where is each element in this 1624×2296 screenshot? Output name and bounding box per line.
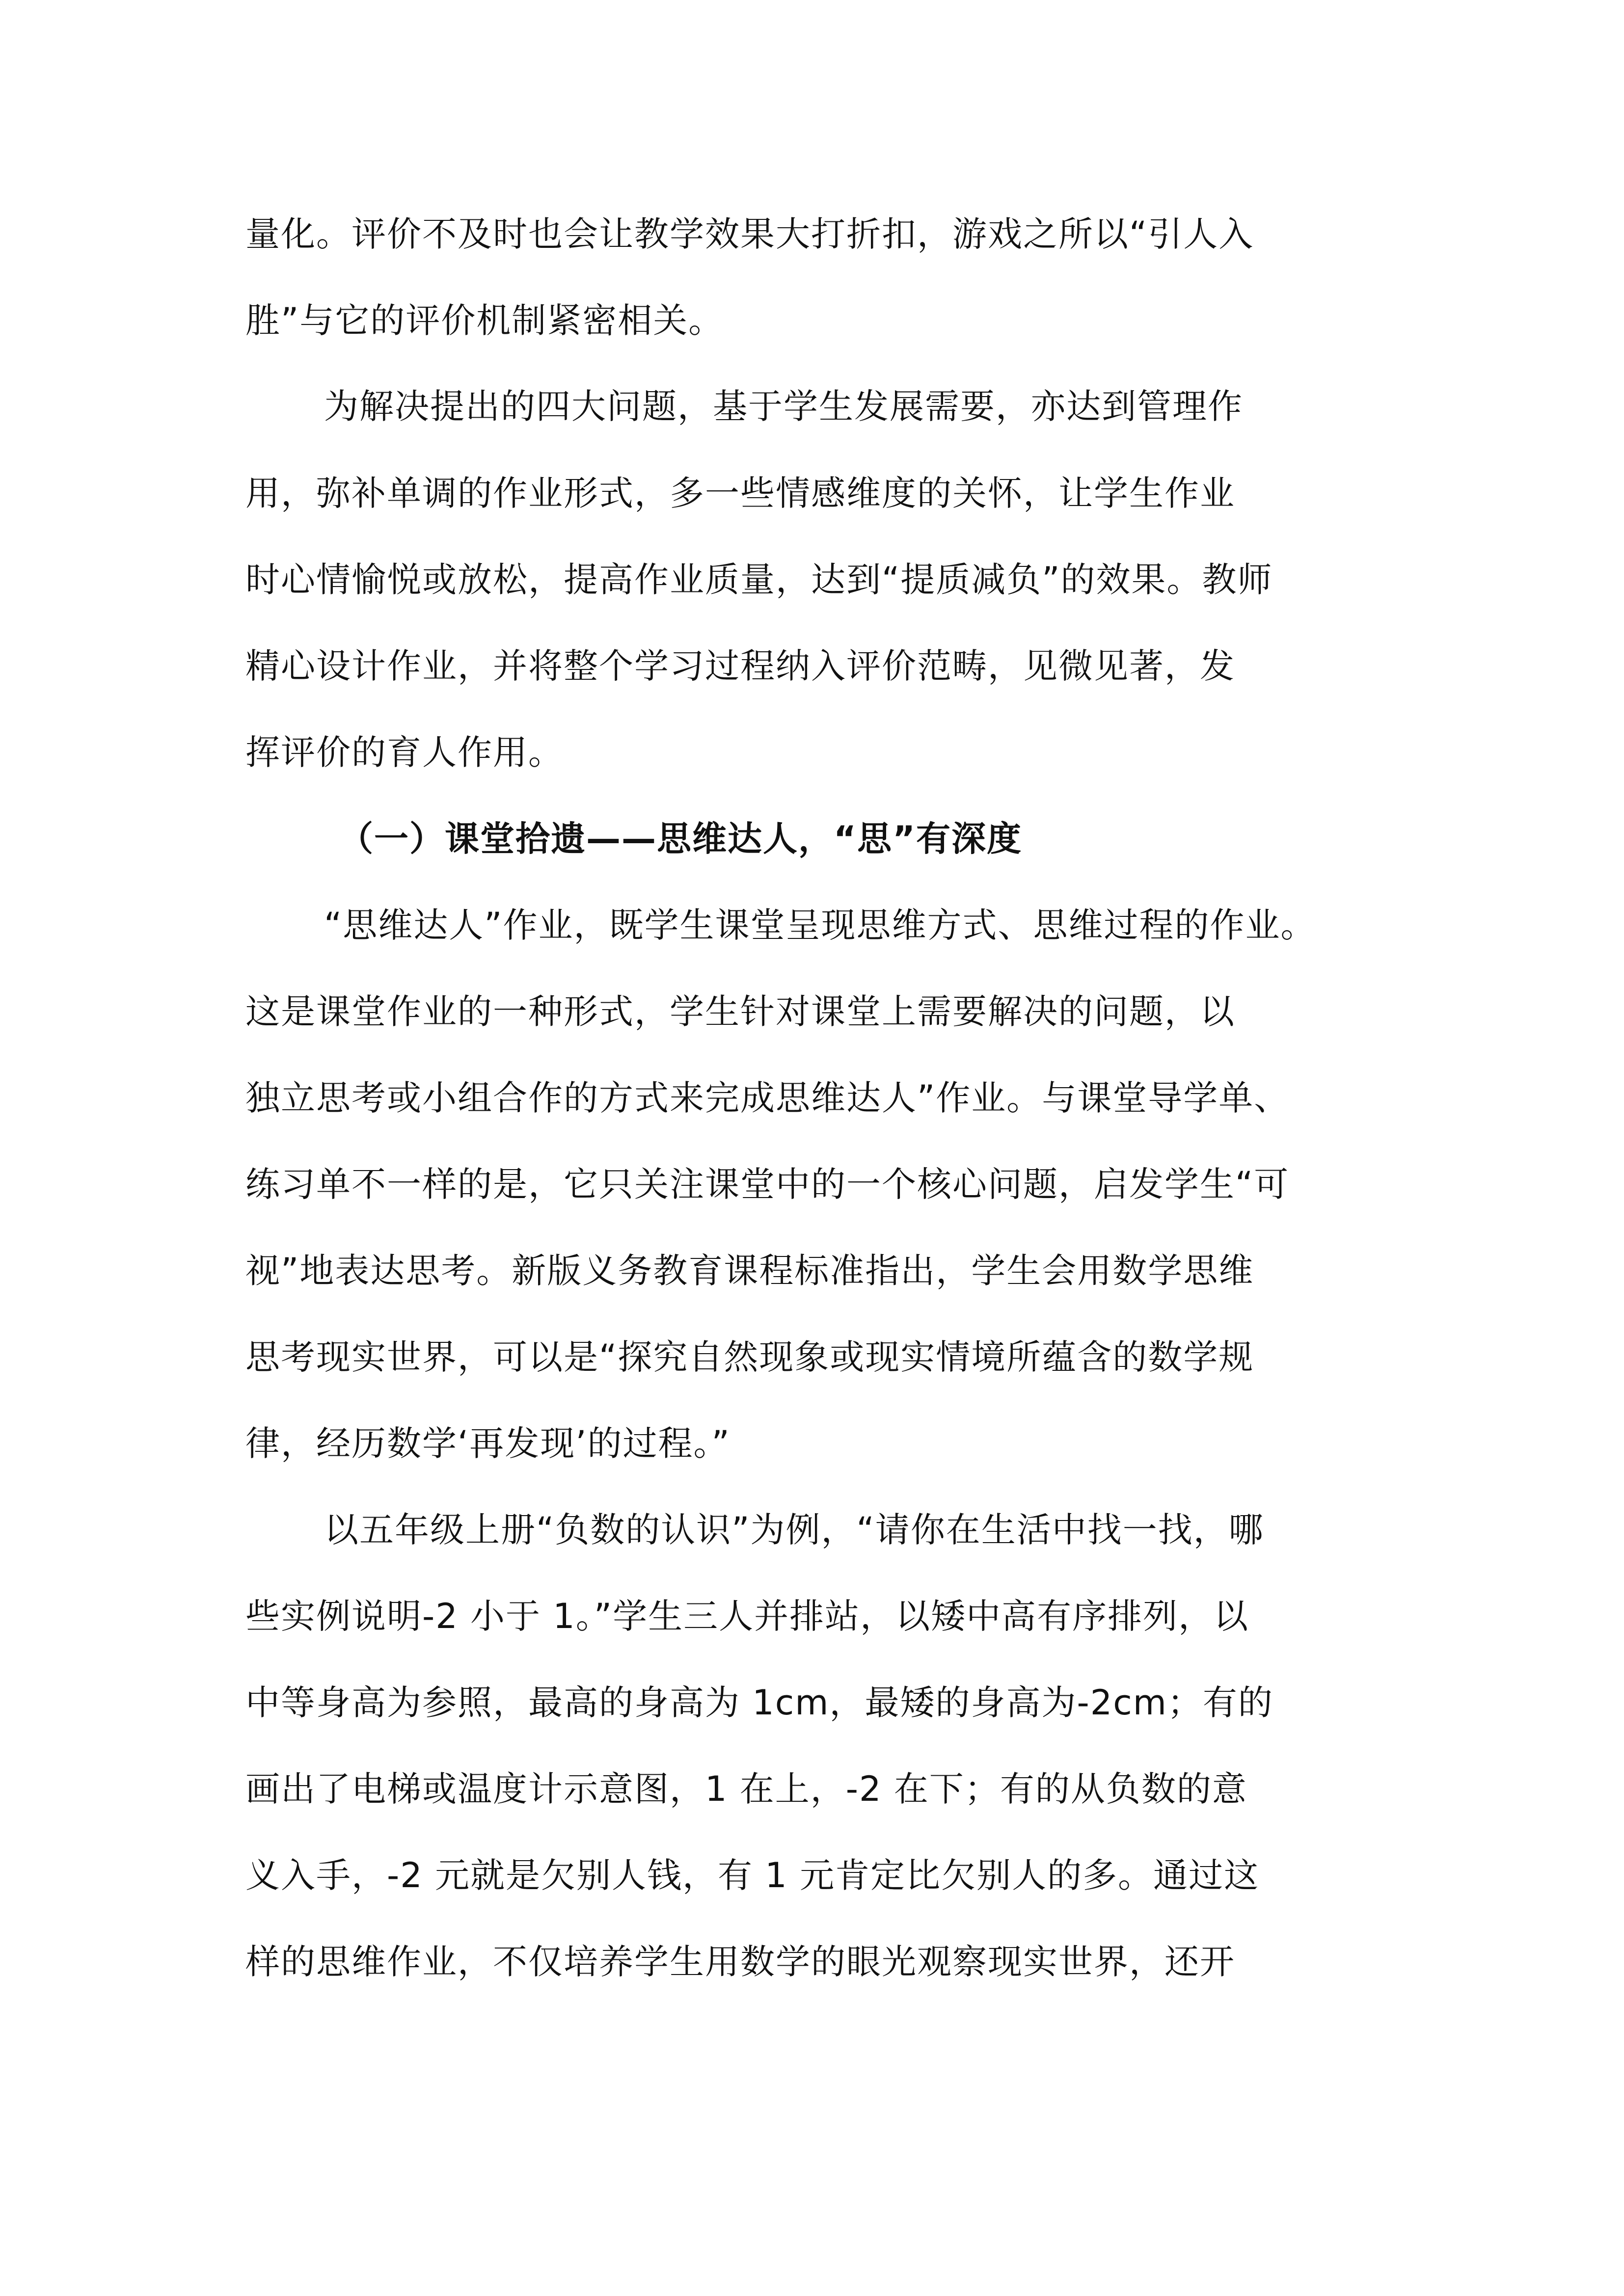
text-line: 思考现实世界，可以是“探究自然现象或现实情境所蕴含的数学规 bbox=[245, 1337, 1254, 1377]
text-line: 独立思考或小组合作的方式来完成思维达人”作业。与课堂导学单、 bbox=[245, 1078, 1290, 1118]
text-line: 中等身高为参照，最高的身高为 1cm，最矮的身高为-2cm；有的 bbox=[245, 1682, 1273, 1723]
text-line: 胜”与它的评价机制紧密相关。 bbox=[245, 300, 724, 341]
paragraph-first-line: 以五年级上册“负数的认识”为例，“请你在生活中找一找，哪 bbox=[324, 1510, 1264, 1550]
text-line: 时心情愉悦或放松，提高作业质量，达到“提质减负”的效果。教师 bbox=[245, 560, 1273, 600]
text-line: 义入手，-2 元就是欠别人钱，有 1 元肯定比欠别人的多。通过这 bbox=[245, 1855, 1260, 1896]
text-line: 画出了电梯或温度计示意图，1 在上，-2 在下；有的从负数的意 bbox=[245, 1769, 1247, 1809]
text-line: 些实例说明-2 小于 1。”学生三人并排站，以矮中高有序排列，以 bbox=[245, 1596, 1249, 1636]
text-line: 量化。评价不及时也会让教学效果大打折扣，游戏之所以“引人入 bbox=[245, 214, 1254, 254]
text-line: 精心设计作业，并将整个学习过程纳入评价范畴，见微见著，发 bbox=[245, 646, 1235, 686]
section-heading: （一）课堂拾遗——思维达人，“思”有深度 bbox=[339, 819, 1023, 859]
text-line: 挥评价的育人作用。 bbox=[245, 732, 564, 773]
text-line: 这是课堂作业的一种形式，学生针对课堂上需要解决的问题，以 bbox=[245, 991, 1235, 1032]
paragraph-first-line: 为解决提出的四大问题，基于学生发展需要，亦达到管理作 bbox=[324, 386, 1243, 427]
text-line: 律，经历数学‘再发现’的过程。” bbox=[245, 1423, 731, 1464]
text-line: 练习单不一样的是，它只关注课堂中的一个核心问题，启发学生“可 bbox=[245, 1164, 1290, 1204]
text-line: 用，弥补单调的作业形式，多一些情感维度的关怀，让学生作业 bbox=[245, 473, 1235, 513]
paragraph-first-line: “思维达人”作业，既学生课堂呈现思维方式、思维过程的作业。 bbox=[324, 905, 1316, 945]
text-line: 视”地表达思考。新版义务教育课程标准指出，学生会用数学思维 bbox=[245, 1251, 1254, 1291]
text-line: 样的思维作业，不仅培养学生用数学的眼光观察现实世界，还开 bbox=[245, 1942, 1235, 1982]
